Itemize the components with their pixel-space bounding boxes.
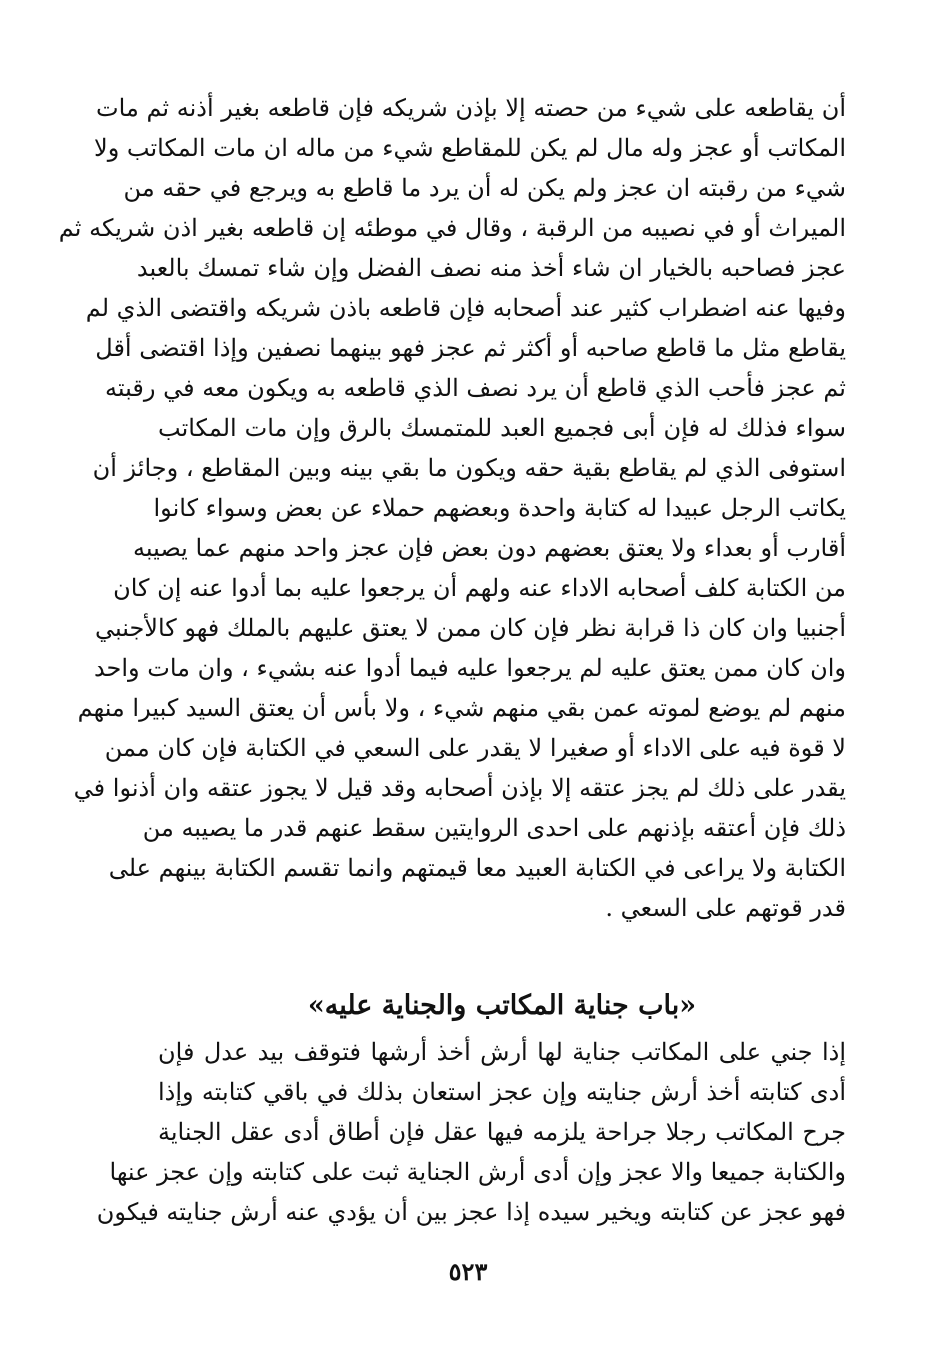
text-line: أقارب أو بعداء ولا يعتق بعضهم دون بعض فإن عجز واحد منهم عما يصيبه [133, 534, 846, 562]
text-line: يكاتب الرجل عبيدا له كتابة واحدة وبعضهم حملاء عن بعض وسواء كانوا [153, 494, 846, 522]
text-line: ثم عجز فأحب الذي قاطع أن يرد نصف الذي قاطعه به ويكون معه في رقبته [105, 374, 846, 402]
text-line: من الكتابة كلف أصحابه الاداء عنه ولهم أن يرجعوا عليه بما أدوا عنه إن كان [113, 574, 846, 602]
text-line: الكتابة ولا يراعى في الكتابة العبيد معا قيمتهم وانما تقسم الكتابة بينهم على [108, 854, 846, 882]
text-line: وان كان ممن يعتق عليه لم يرجعوا عليه فيما أدوا عنه بشيء ، وان مات واحد [93, 654, 846, 682]
text-line: يقاطع مثل ما قاطع صاحبه أو أكثر ثم عجز فهو بينهما نصفين وإذا اقتضى أقل [95, 334, 846, 362]
text-line: وفيها عنه اضطراب كثير عند أصحابه فإن قاطعه باذن شريكه واقتضى الذي لم [85, 294, 846, 322]
text-line: المكاتب أو عجز وله مال لم يكن للمقاطع شيء من ماله ان مات المكاتب ولا [94, 134, 846, 162]
section-paragraph [96, 1032, 846, 1232]
section-heading: «باب جناية المكاتب والجناية عليه» [307, 990, 697, 1021]
text-line: ذلك فإن أعتقه بإذنهم على احدى الروايتين سقط عنهم قدر ما يصيبه من [142, 814, 846, 842]
text-line: عجز فصاحبه بالخيار ان شاء أخذ منه نصف الفضل وإن شاء تمسك بالعبد [136, 254, 846, 282]
text-line: جرح المكاتب رجلا جراحة يلزمه فيها عقل فإن أطاق أدى عقل الجناية [158, 1118, 846, 1146]
text-line: شيء من رقبته ان عجز ولم يكن له أن يرد ما قاطع به ويرجع في حقه من [123, 174, 846, 202]
text-line: الميراث أو في نصيبه من الرقبة ، وقال في موطئه إن قاطعه بغير اذن شريكه ثم [58, 214, 846, 242]
text-line: منهم لم يوضع لموته عمن بقي منهم شيء ، ولا بأس أن يعتق السيد كبيرا منهم [77, 694, 846, 722]
text-line: قدر قوتهم على السعي . [605, 894, 846, 922]
text-line: والكتابة جميعا والا عجز وإن أدى أرش الجناية ثبت على كتابته وإن عجز عنها [109, 1158, 846, 1186]
text-line: إذا جني على المكاتب جناية لها أرش أخذ أرشها فتوقف بيد عدل فإن [158, 1038, 846, 1066]
text-line: لا قوة فيه على الاداء أو صغيرا لا يقدر على السعي في الكتابة فإن كان ممن [104, 734, 846, 762]
page-number: ٥٢٣ [448, 1257, 488, 1286]
text-line: فهو عجز عن كتابته ويخير سيده إذا عجز بين أن يؤدي عنه أرش جنايته فيكون [96, 1198, 846, 1226]
text-line: استوفى الذي لم يقاطع بقية حقه ويكون ما بقي بينه وبين المقاطع ، وجائز أن [92, 454, 846, 482]
body-paragraph [58, 88, 846, 928]
text-line: أجنبيا وان كان ذا قرابة نظر فإن كان ممن لا يعتق عليهم بالملك فهو كالأجنبي [94, 614, 846, 642]
text-line: أن يقاطعه على شيء من حصته إلا بإذن شريكه فإن قاطعه بغير أذنه ثم مات [96, 94, 846, 122]
text-line: أدى كتابته أخذ أرش جنايته وإن عجز استعان بذلك في باقي كتابته وإذا [158, 1078, 846, 1106]
text-line: سواء فذلك له فإن أبى فجميع العبد للمتمسك بالرق وإن مات المكاتب [158, 414, 846, 442]
text-line: يقدر على ذلك لم يجز عتقه إلا بإذن أصحابه وقد قيل لا يجوز عتقه وان أذنوا في [73, 774, 846, 802]
